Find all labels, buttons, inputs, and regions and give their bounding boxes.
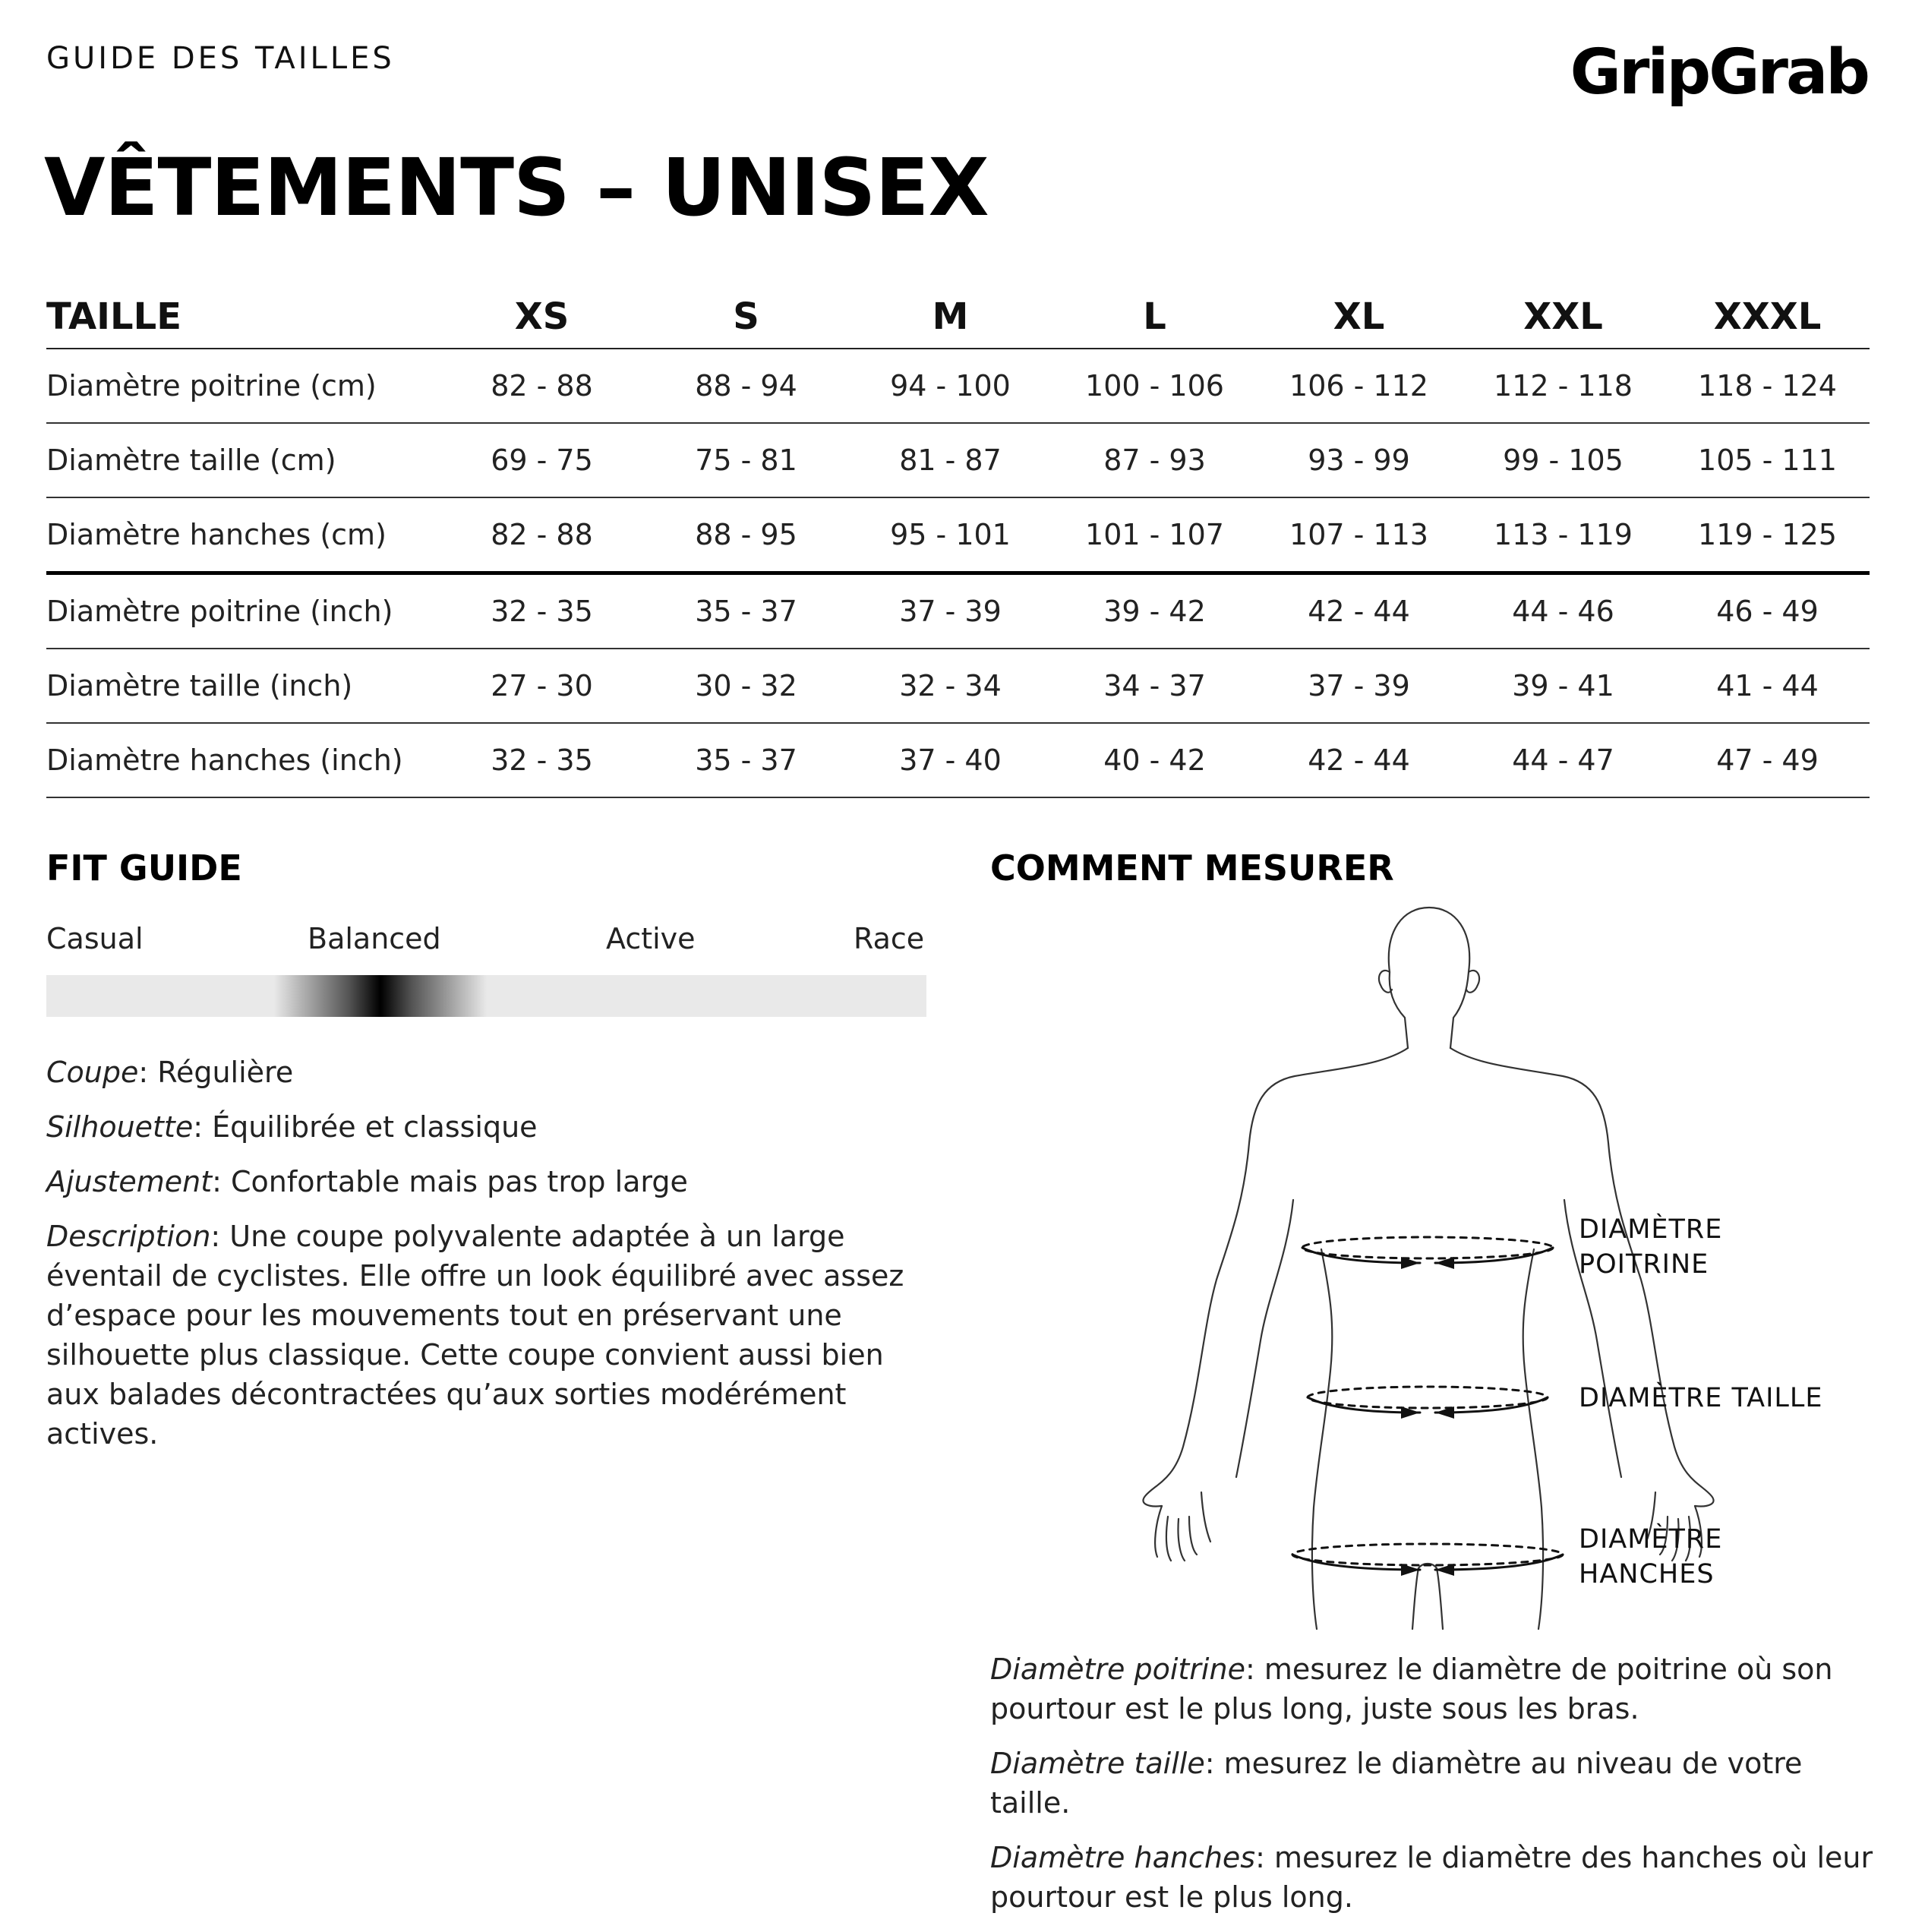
table-cell: 119 - 125 (1665, 497, 1870, 573)
size-table-header-row (46, 286, 1870, 349)
table-cell: 34 - 37 (1052, 649, 1257, 723)
fit-scale-bar (46, 975, 926, 1017)
table-cell: 100 - 106 (1052, 349, 1257, 423)
table-cell: 99 - 105 (1461, 423, 1665, 497)
property-value: : Régulière (138, 1056, 294, 1089)
fit-label-active: Active (606, 922, 696, 955)
property-value: : Équilibrée et classique (193, 1110, 538, 1144)
row-label: Diamètre hanches (inch) (46, 723, 440, 797)
table-cell: 32 - 35 (440, 723, 644, 797)
waist-measure-band (1308, 1387, 1548, 1419)
instruction-chest (990, 1649, 1879, 1728)
table-cell: 40 - 42 (1052, 723, 1257, 797)
fit-label-balanced: Balanced (308, 922, 441, 955)
table-cell: 82 - 88 (440, 349, 644, 423)
label-chest-line1: DIAMÈTRE (1579, 1214, 1723, 1245)
row-label: Diamètre poitrine (cm) (46, 349, 440, 423)
fit-property-coupe (46, 1053, 935, 1092)
table-cell: 35 - 37 (644, 573, 848, 649)
label-hips-line2: HANCHES (1579, 1559, 1715, 1589)
instruction-key: Diamètre taille (990, 1747, 1205, 1780)
table-cell: 107 - 113 (1257, 497, 1461, 573)
table-cell: 82 - 88 (440, 497, 644, 573)
fit-label-race: Race (854, 922, 925, 955)
instruction-key: Diamètre poitrine (990, 1653, 1245, 1686)
property-key: Description (46, 1220, 211, 1253)
chest-measure-band (1302, 1237, 1553, 1269)
table-cell: 32 - 35 (440, 573, 644, 649)
row-label: Diamètre poitrine (inch) (46, 573, 440, 649)
table-cell: 81 - 87 (848, 423, 1052, 497)
how-to-measure-title: COMMENT MESURER (990, 848, 1394, 889)
property-key: Silhouette (46, 1110, 194, 1144)
brand-logo: GripGrab (1570, 36, 1868, 109)
table-row (46, 649, 1870, 723)
label-hips (1579, 1522, 1722, 1592)
instruction-waist (990, 1744, 1879, 1823)
page-title: VÊTEMENTS – UNISEX (44, 141, 989, 234)
table-cell: 47 - 49 (1665, 723, 1870, 797)
table-cell: 32 - 34 (848, 649, 1052, 723)
fit-scale-marker (274, 975, 487, 1017)
table-cell: 46 - 49 (1665, 573, 1870, 649)
table-row (46, 497, 1870, 573)
table-cell: 113 - 119 (1461, 497, 1665, 573)
row-label: Diamètre taille (cm) (46, 423, 440, 497)
table-cell: 44 - 46 (1461, 573, 1665, 649)
table-cell: 39 - 41 (1461, 649, 1665, 723)
table-cell: 87 - 93 (1052, 423, 1257, 497)
table-cell: 42 - 44 (1257, 723, 1461, 797)
instruction-value: : mesurez le diamètre au niveau de votre taille. (990, 1747, 1803, 1820)
fit-label-casual: Casual (46, 922, 144, 955)
table-cell: 93 - 99 (1257, 423, 1461, 497)
table-cell: 44 - 47 (1461, 723, 1665, 797)
table-cell: 75 - 81 (644, 423, 848, 497)
table-cell: 105 - 111 (1665, 423, 1870, 497)
table-cell: 88 - 95 (644, 497, 848, 573)
table-cell: 94 - 100 (848, 349, 1052, 423)
table-cell: 37 - 40 (848, 723, 1052, 797)
size-column-header: TAILLE (46, 286, 440, 349)
instruction-hips (990, 1838, 1879, 1917)
label-chest-line2: POITRINE (1579, 1249, 1709, 1280)
table-cell: 37 - 39 (1257, 649, 1461, 723)
table-cell: 112 - 118 (1461, 349, 1665, 423)
table-cell: 37 - 39 (848, 573, 1052, 649)
size-header-xs: XS (440, 286, 644, 349)
table-row (46, 349, 1870, 423)
property-value: : Confortable mais pas trop large (212, 1165, 688, 1198)
table-cell: 88 - 94 (644, 349, 848, 423)
table-cell: 42 - 44 (1257, 573, 1461, 649)
property-value: : Une coupe polyvalente adaptée à un large éventail de cyclistes. Elle offre un look équilibré avec assez d’espace pour les mouvements tout en préservant une silhouette plus classique. Cette coupe convient aussi bien aux balades décontractées qu’aux sorties modérément actives. (46, 1220, 904, 1451)
fit-property-silhouette (46, 1107, 935, 1147)
table-cell: 35 - 37 (644, 723, 848, 797)
table-cell: 39 - 42 (1052, 573, 1257, 649)
instruction-value: : mesurez le diamètre de poitrine où son pourtour est le plus long, juste sous les bras. (990, 1653, 1833, 1725)
size-header-m: M (848, 286, 1052, 349)
instruction-value: : mesurez le diamètre des hanches où leur pourtour est le plus long. (990, 1841, 1873, 1914)
table-cell: 27 - 30 (440, 649, 644, 723)
table-cell: 30 - 32 (644, 649, 848, 723)
table-row (46, 573, 1870, 649)
guide-kicker: GUIDE DES TAILLES (46, 41, 395, 76)
table-cell: 69 - 75 (440, 423, 644, 497)
fit-property-ajustement (46, 1162, 935, 1201)
instruction-key: Diamètre hanches (990, 1841, 1256, 1874)
table-cell: 95 - 101 (848, 497, 1052, 573)
table-row (46, 423, 1870, 497)
measure-instructions (990, 1649, 1879, 1932)
size-header-l: L (1052, 286, 1257, 349)
table-row (46, 723, 1870, 797)
fit-property-description (46, 1217, 935, 1454)
size-header-xxxl: XXXL (1665, 286, 1870, 349)
label-waist: DIAMÈTRE TAILLE (1579, 1383, 1823, 1413)
property-key: Ajustement (46, 1165, 213, 1198)
hips-measure-band (1292, 1544, 1563, 1576)
label-hips-line1: DIAMÈTRE (1579, 1524, 1723, 1555)
property-key: Coupe (46, 1056, 139, 1089)
label-chest (1579, 1212, 1722, 1282)
table-cell: 118 - 124 (1665, 349, 1870, 423)
table-cell: 106 - 112 (1257, 349, 1461, 423)
table-cell: 101 - 107 (1052, 497, 1257, 573)
table-cell: 41 - 44 (1665, 649, 1870, 723)
row-label: Diamètre taille (inch) (46, 649, 440, 723)
size-header-xxl: XXL (1461, 286, 1665, 349)
fit-properties (46, 1053, 935, 1469)
size-header-s: S (644, 286, 848, 349)
row-label: Diamètre hanches (cm) (46, 497, 440, 573)
fit-guide-title: FIT GUIDE (46, 848, 242, 889)
size-header-xl: XL (1257, 286, 1461, 349)
size-table (46, 286, 1870, 798)
